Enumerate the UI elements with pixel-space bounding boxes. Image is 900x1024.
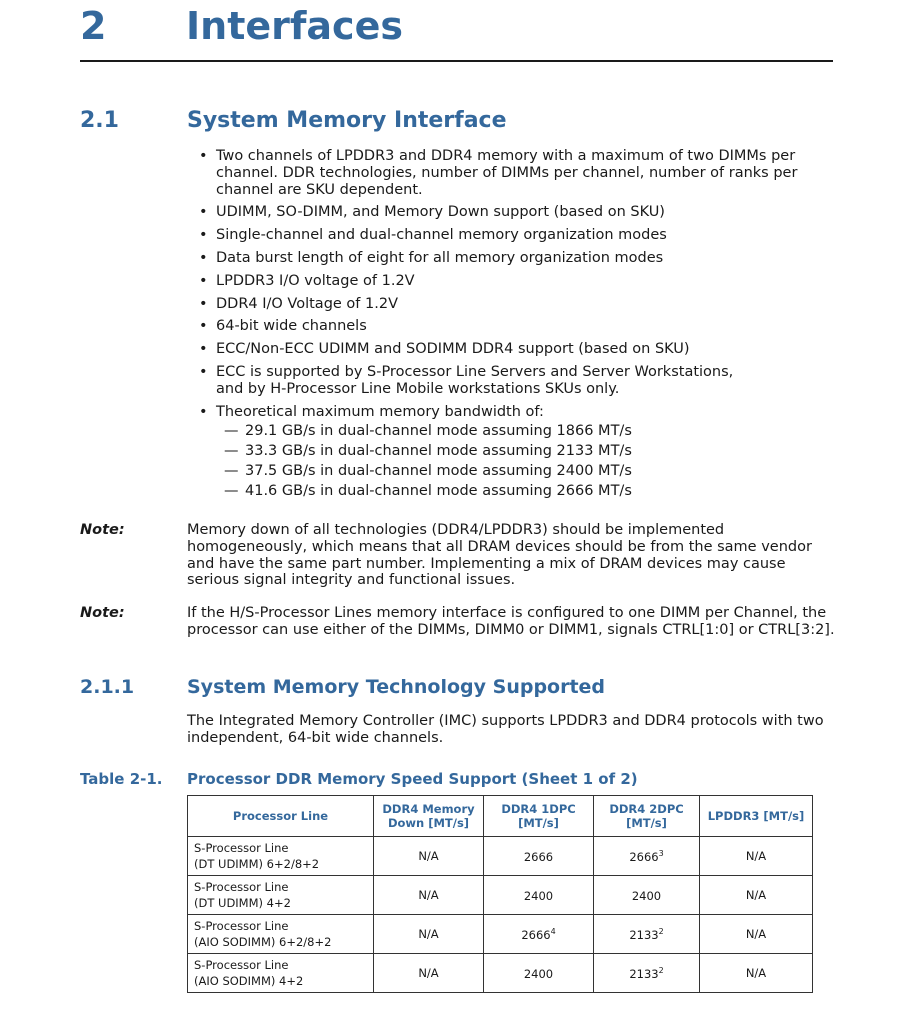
dpc1-value: 2666 [521,927,551,942]
processor-line-config: (AIO SODIMM) 6+2/8+2 [194,935,332,949]
memory-speed-table [187,795,813,993]
feature-list [187,148,807,500]
processor-line-cell [188,954,374,993]
memory-down-cell: N/A [374,837,484,876]
processor-line-name: S-Processor Line [194,841,289,855]
lpddr3-cell: N/A [700,915,813,954]
processor-line-name: S-Processor Line [194,919,289,933]
dpc2-value: 2400 [631,888,662,903]
list-item: • UDIMM, SO-DIMM, and Memory Down support (based on SKU) [187,204,807,221]
list-item: — 37.5 GB/s in dual-channel mode assuming 2400 MT/s [216,463,807,480]
chapter-title: Interfaces [186,4,403,48]
note-text: Memory down of all technologies (DDR4/LPDDR3) should be implemented homogeneously, which means that all DRAM devices should be from the same vendor and have the same part number. Implementing a mix of DRAM devices may cause serious signal integrity and functional issues. [187,522,812,589]
lpddr3-cell: N/A [700,954,813,993]
processor-line-config: (AIO SODIMM) 4+2 [194,974,304,988]
subsection-title: System Memory Technology Supported [187,676,606,698]
subsection-number: 2.1.1 [80,676,135,698]
table-row [188,915,813,954]
dpc2-value: 2133 [629,927,659,942]
list-item: • ECC/Non-ECC UDIMM and SODIMM DDR4 support (based on SKU) [187,341,807,358]
list-item: • Two channels of LPDDR3 and DDR4 memory with a maximum of two DIMMs per channel. DDR technologies, number of DIMMs per channel, number of ranks per channel are SKU dependent. [187,148,807,198]
table-row [188,954,813,993]
processor-line-cell [188,837,374,876]
list-item-bandwidth [187,404,807,500]
processor-line-name: S-Processor Line [194,958,289,972]
dpc1-value: 2400 [523,966,554,981]
list-item: • Single-channel and dual-channel memory organization modes [187,227,807,244]
bandwidth-list [216,423,807,499]
dpc2-cell [594,876,700,915]
footnote-ref: 2 [658,965,664,975]
list-item: • ECC is supported by S-Processor Line Servers and Server Workstations, and by H-Processor Line Mobile workstations SKUs only. [187,364,756,398]
list-item: • 64-bit wide channels [187,318,807,335]
dpc1-cell [484,876,594,915]
section-title: System Memory Interface [187,108,507,133]
list-item: — 33.3 GB/s in dual-channel mode assuming 2133 MT/s [216,443,807,460]
column-header: DDR4 2DPC [MT/s] [594,796,700,837]
chapter-rule [80,60,833,62]
column-header: DDR4 1DPC [MT/s] [484,796,594,837]
processor-line-config: (DT UDIMM) 4+2 [194,896,291,910]
dpc2-cell [594,954,700,993]
list-item: • Data burst length of eight for all memory organization modes [187,250,807,267]
memory-down-cell: N/A [374,954,484,993]
footnote-ref: 3 [658,848,664,858]
processor-line-cell [188,915,374,954]
table-header-row [188,796,813,837]
dpc2-value: 2133 [629,966,659,981]
note-text: If the H/S-Processor Lines memory interface is configured to one DIMM per Channel, the processor can use either of the DIMMs, DIMM0 or DIMM1, signals CTRL[1:0] or CTRL[3:2]. [187,605,835,638]
processor-line-cell [188,876,374,915]
footnote-ref: 2 [658,926,664,936]
dpc2-cell [594,837,700,876]
note-label: Note: [80,522,125,538]
list-item: • LPDDR3 I/O voltage of 1.2V [187,273,807,290]
list-item: • DDR4 I/O Voltage of 1.2V [187,296,807,313]
table-caption-number: Table 2-1. [80,770,163,788]
column-header: LPDDR3 [MT/s] [700,796,813,837]
chapter-number: 2 [80,4,107,48]
lpddr3-cell: N/A [700,876,813,915]
list-item: — 41.6 GB/s in dual-channel mode assuming 2666 MT/s [216,483,807,500]
dpc1-value: 2666 [523,849,554,864]
table-row [188,876,813,915]
dpc1-cell [484,915,594,954]
dpc1-value: 2400 [523,888,554,903]
note-label: Note: [80,605,125,621]
section-number: 2.1 [80,108,119,133]
list-item-label: Theoretical maximum memory bandwidth of: [216,403,544,420]
column-header: DDR4 Memory Down [MT/s] [374,796,484,837]
lpddr3-cell: N/A [700,837,813,876]
column-header: Processor Line [188,796,374,837]
processor-line-name: S-Processor Line [194,880,289,894]
dpc1-cell [484,954,594,993]
processor-line-config: (DT UDIMM) 6+2/8+2 [194,857,320,871]
footnote-ref: 4 [550,926,556,936]
dpc2-cell [594,915,700,954]
dpc2-value: 2666 [629,849,659,864]
dpc1-cell [484,837,594,876]
memory-down-cell: N/A [374,876,484,915]
list-item: — 29.1 GB/s in dual-channel mode assuming 1866 MT/s [216,423,807,440]
memory-down-cell: N/A [374,915,484,954]
table-caption-title: Processor DDR Memory Speed Support (Sheet 1 of 2) [187,770,638,788]
feature-list-container [187,148,807,506]
table-row [188,837,813,876]
subsection-text: The Integrated Memory Controller (IMC) supports LPDDR3 and DDR4 protocols with two independent, 64-bit wide channels. [187,713,824,746]
